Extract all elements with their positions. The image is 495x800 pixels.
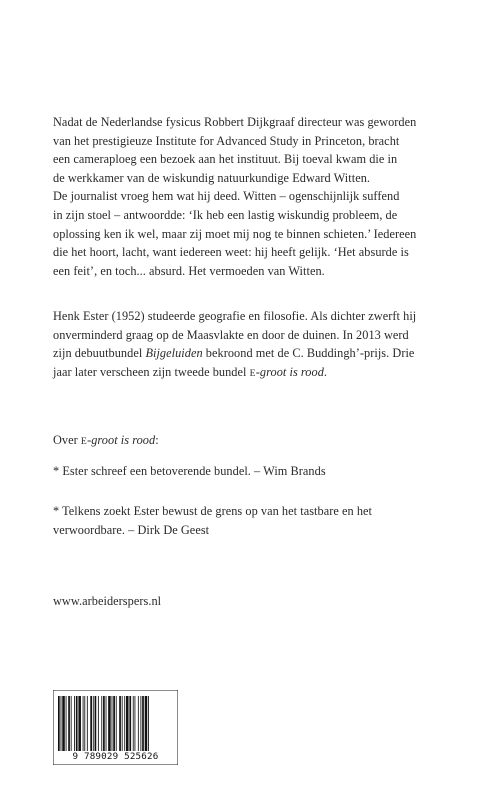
publisher-website[interactable]: www.arbeiderspers.nl [53,594,162,608]
blurb-line: die het hoort, lacht, want iedereen weet: hij heeft gelijk. ‘Het absurde is [53,245,409,260]
debut-title: Bijgeluiden [145,346,203,361]
bio-text: bekroond met de C. Buddingh’-prijs. Drie [202,346,415,361]
bio-line: onverminderd graag op de Maasvlakte en door de duinen. In 2013 werd [53,327,409,342]
bio-line: Henk Ester (1952) studeerde geografie en filosofie. Als dichter zwerft hij [53,309,417,323]
author-bio [53,307,485,383]
barcode-digits: 9 789029 525626 [57,751,174,762]
second-book-title: E-groot is rood [249,364,324,379]
bio-line [53,363,485,384]
blurb-paragraph [53,113,485,280]
book-title: E-groot is rood [80,433,156,447]
review-quote-brands: * Ester schreef een betoverende bundel. – Wim Brands [53,464,326,478]
blurb-line: Nadat de Nederlandse fysicus Robbert Dijkgraaf directeur was geworden [53,115,417,129]
blurb-line: een feit’, en toch... absurd. Het vermoeden van Witten. [53,263,325,278]
blurb-line: van het prestigieuze Institute for Advanced Study in Princeton, bracht [53,133,400,148]
bio-text: . [323,364,328,379]
review-quote-degeest: * Telkens zoekt Ester bewust de grens op van het tastbare en het verwoordbare. – Dirk De Geest [53,504,372,537]
bio-text: jaar later verscheen zijn tweede bundel [53,364,250,379]
blurb-line: in zijn stoel – antwoordde: ‘Ik heb een lastig wiskundig probleem, de [53,207,398,222]
blurb-line: De journalist vroeg hem wat hij deed. Witten – ogenschijnlijk suffend [53,189,400,204]
blurb-line: een cameraploeg een bezoek aan het instituut. Bij toeval kwam die in [53,152,398,167]
isbn-barcode [53,690,178,765]
bio-text: zijn debuutbundel [53,346,146,361]
bio-line [53,344,485,363]
blurb-line: oplossing ken ik wel, maar zij moet mij nog te binnen schieten.’ Iedereen [53,226,417,241]
blurb-line: de werkkamer van de wiskundig natuurkundige Edward Witten. [53,170,371,185]
reviews-heading: Over E-groot is rood: [53,433,159,447]
